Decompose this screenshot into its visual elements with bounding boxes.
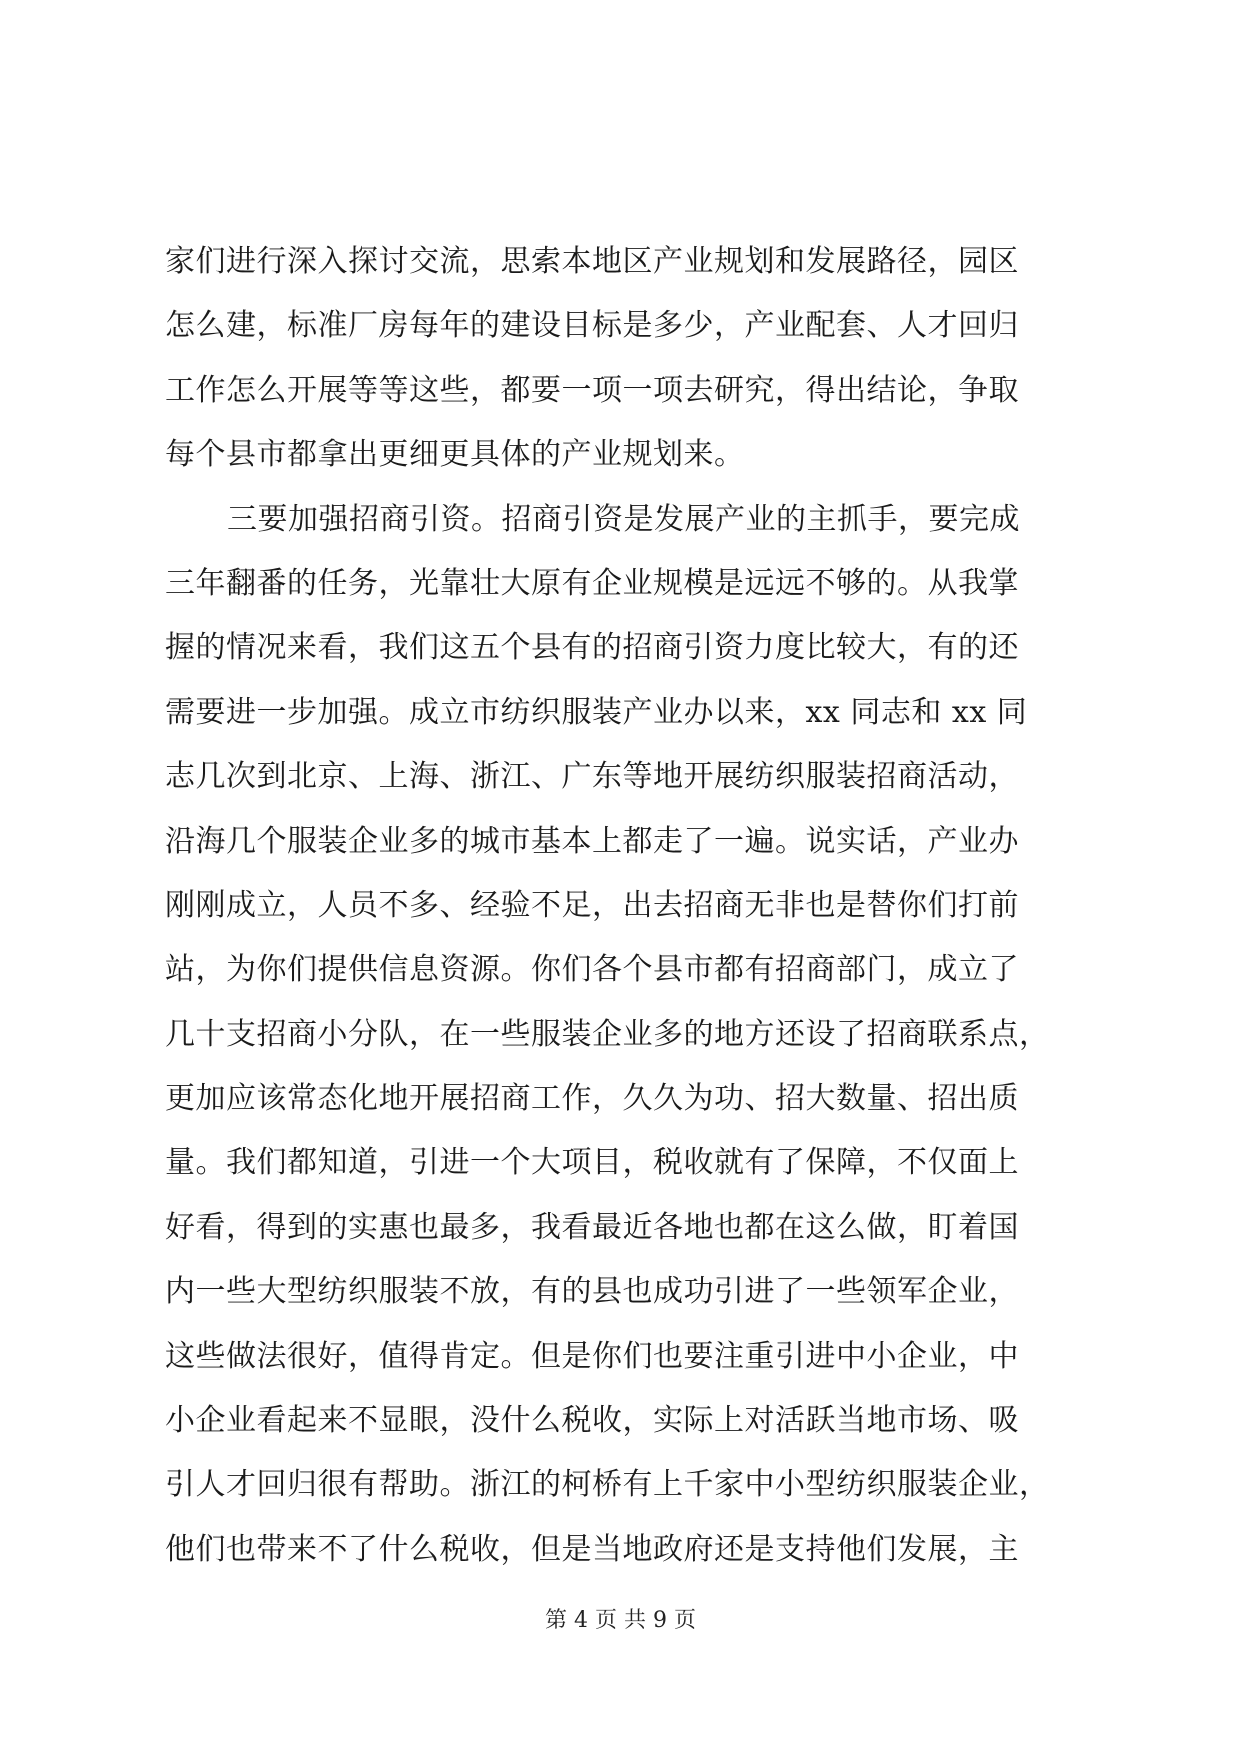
paragraph-first-line: 三要加强招商引资。招商引资是发展产业的主抓手，要完成 bbox=[227, 501, 1020, 537]
text-line: 内一些大型纺织服装不放，有的县也成功引进了一些领军企业， bbox=[165, 1274, 1019, 1310]
text-line: 小企业看起来不显眼，没什么税收，实际上对活跃当地市场、吸 bbox=[165, 1403, 1019, 1439]
text-line: 三年翻番的任务，光靠壮大原有企业规模是远远不够的。从我掌 bbox=[165, 565, 1019, 601]
text-line: 需要进一步加强。成立市纺织服装产业办以来，xx 同志和 xx 同 bbox=[165, 694, 1028, 730]
text-line: 握的情况来看，我们这五个县有的招商引资力度比较大，有的还 bbox=[165, 630, 1019, 666]
text-line: 工作怎么开展等等这些，都要一项一项去研究，得出结论，争取 bbox=[165, 372, 1019, 408]
text-line: 几十支招商小分队，在一些服装企业多的地方还设了招商联系点， bbox=[165, 1016, 1050, 1052]
text-line: 家们进行深入探讨交流，思索本地区产业规划和发展路径，园区 bbox=[165, 244, 1019, 279]
text-line: 站，为你们提供信息资源。你们各个县市都有招商部门，成立了 bbox=[165, 952, 1019, 988]
text-line: 更加应该常态化地开展招商工作，久久为功、招大数量、招出质 bbox=[165, 1081, 1019, 1117]
text-line: 量。我们都知道，引进一个大项目，税收就有了保障，不仅面上 bbox=[165, 1145, 1019, 1181]
body-text bbox=[165, 230, 1085, 1582]
text-line: 刚刚成立，人员不多、经验不足，出去招商无非也是替你们打前 bbox=[165, 887, 1019, 923]
text-line: 引人才回归很有帮助。浙江的柯桥有上千家中小型纺织服装企业， bbox=[165, 1467, 1050, 1503]
text-line: 怎么建，标准厂房每年的建设目标是多少，产业配套、人才回归 bbox=[165, 308, 1019, 344]
text-line: 这些做法很好，值得肯定。但是你们也要注重引进中小企业，中 bbox=[165, 1338, 1019, 1374]
text-line: 志几次到北京、上海、浙江、广东等地开展纺织服装招商活动， bbox=[165, 759, 1019, 795]
text-line: 他们也带来不了什么税收，但是当地政府还是支持他们发展，主 bbox=[165, 1531, 1019, 1567]
text-line: 好看，得到的实惠也最多，我看最近各地也都在这么做，盯着国 bbox=[165, 1209, 1019, 1245]
text-line: 沿海几个服装企业多的城市基本上都走了一遍。说实话，产业办 bbox=[165, 823, 1019, 859]
page-footer: 第 4 页 共 9 页 bbox=[545, 1608, 696, 1633]
text-line: 每个县市都拿出更细更具体的产业规划来。 bbox=[165, 437, 745, 473]
